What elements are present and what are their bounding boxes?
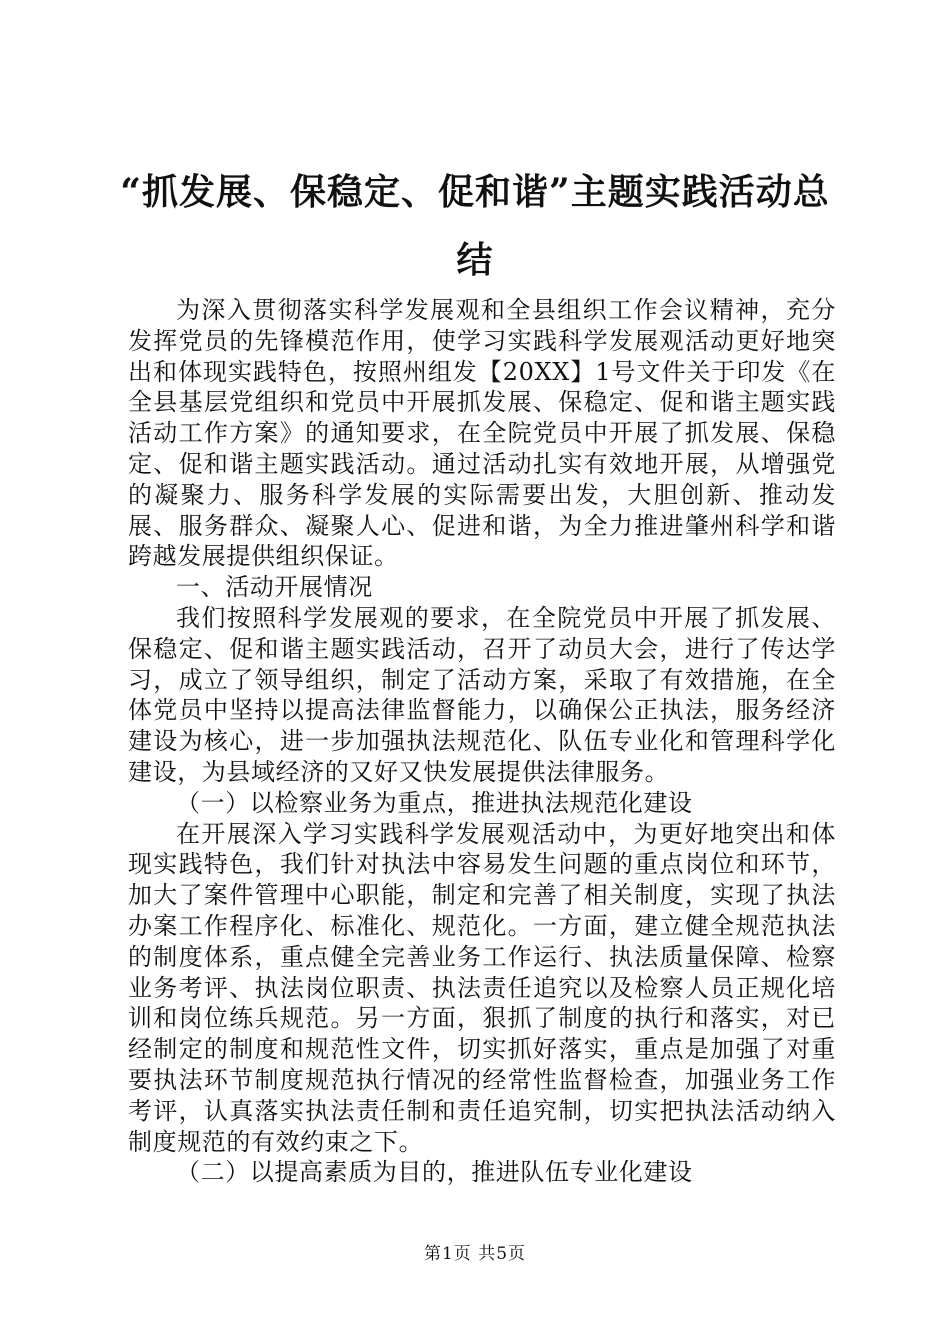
document-body <box>128 295 836 1188</box>
subsection-1-paragraph: 在开展深入学习实践科学发展观活动中，为更好地突出和体现实践特色，我们针对执法中容易发生问题的重点岗位和环节，加大了案件管理中心职能，制定和完善了相关制度，实现了执法办案工作程序化、标准化、规范化。一方面，建立健全规范执法的制度体系，重点健全完善业务工作运行、执法质量保障、检察业务考评、执法岗位职责、执法责任追究以及检察人员正规化培训和岗位练兵规范。另一方面，狠抓了制度的执行和落实，对已经制定的制度和规范性文件，切实抓好落实，重点是加强了对重要执法环节制度规范执行情况的经常性监督检查，加强业务工作考评，认真落实执法责任制和责任追究制，切实把执法活动纳入制度规范的有效约束之下。 <box>128 819 836 1156</box>
page-footer: 第1页 共5页 <box>423 1244 527 1264</box>
intro-paragraph: 为深入贯彻落实科学发展观和全县组织工作会议精神，充分发挥党员的先锋模范作用，使学习实践科学发展观活动更好地突出和体现实践特色，按照州组发【20XX】1号文件关于印发《在全县基层党组织和党员中开展抓发展、保稳定、促和谐主题实践活动工作方案》的通知要求，在全院党员中开展了抓发展、保稳定、促和谐主题实践活动。通过活动扎实有效地开展，从增强党的凝聚力、服务科学发展的实际需要出发，大胆创新、推动发展、服务群众、凝聚人心、促进和谐，为全力推进肇州科学和谐跨越发展提供组织保证。 <box>128 296 836 571</box>
section-heading-1: 一、活动开展情况 <box>176 573 373 602</box>
subsection-heading-2: （二）以提高素质为目的，推进队伍专业化建设 <box>176 1158 693 1187</box>
section-1-paragraph: 我们按照科学发展观的要求，在全院党员中开展了抓发展、保稳定、促和谐主题实践活动，召开了动员大会，进行了传达学习，成立了领导组织，制定了活动方案，采取了有效措施，在全体党员中坚持以提高法律监督能力，以确保公正执法，服务经济建设为核心，进一步加强执法规范化、队伍专业化和管理科学化建设，为县域经济的又好又快发展提供法律服务。 <box>128 603 836 786</box>
subsection-heading-1: （一）以检察业务为重点，推进执法规范化建设 <box>176 788 693 817</box>
document-title: “抓发展、保稳定、促和谐”主题实践活动总结 <box>120 171 830 281</box>
